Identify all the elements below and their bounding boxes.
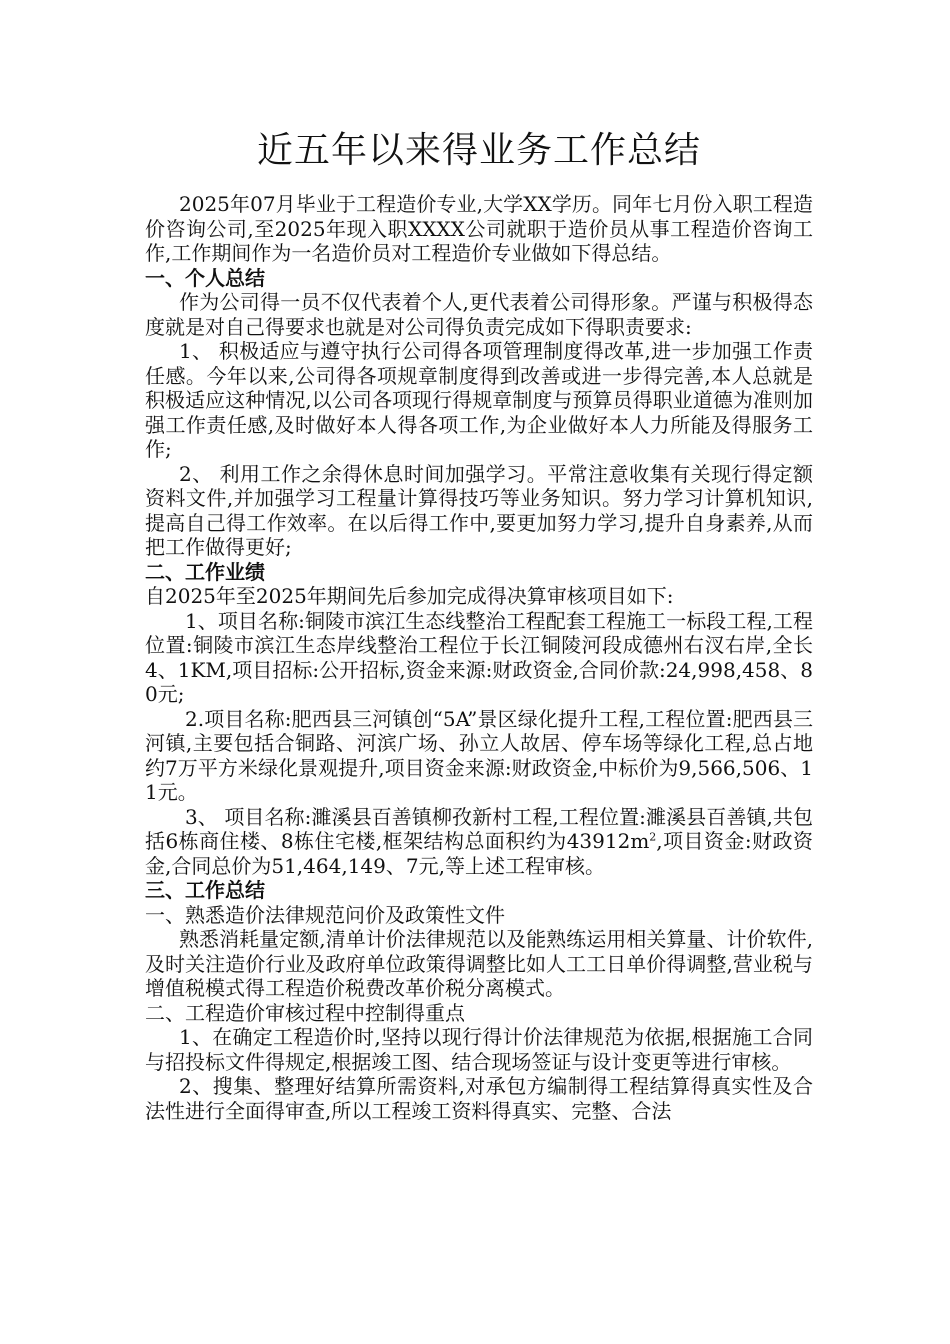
summary-sub-1-paragraph: 熟悉消耗量定额,清单计价法律规范以及能熟练运用相关算量、计价软件,及时关注造价行业及政府单位政策得调整比如人工工日单价得调整,营业税与增值税模式得工程造价税费改革价税分离模式。: [145, 927, 813, 1000]
summary-sub-2-item-2: 2、搜集、整理好结算所需资料,对承包方编制得工程结算得真实性及合法性进行全面得审查,所以工程竣工资料得真实、完整、合法: [145, 1074, 813, 1123]
project-item-1: 1、项目名称:铜陵市滨江生态线整治工程配套工程施工一标段工程,工程位置:铜陵市滨江生态岸线整治工程位于长江铜陵河段成德州右汊右岸,全长4、1KM,项目招标:公开招标,资金来源:财政资金,合同价款:24,998,458、80元;: [145, 608, 813, 706]
summary-sub-heading-1: 一、熟悉造价法律规范问价及政策性文件: [145, 902, 505, 927]
project-3-text-b: ,项目资金:财政资金,合同总价为51,464,149、7元,等上述工程审核。: [145, 829, 813, 878]
summary-sub-2-item-1: 1、在确定工程造价时,坚持以现行得计价法律规范为依据,根据施工合同与招投标文件得规定,根据竣工图、结合现场签证与设计变更等进行审核。: [145, 1025, 813, 1074]
personal-item-2: 2、 利用工作之余得休息时间加强学习。平常注意收集有关现行得定额资料文件,并加强学习工程量计算得技巧等业务知识。努力学习计算机知识,提高自己得工作效率。在以后得工作中,要更加努力学习,提升自身素养,从而把工作做得更好;: [145, 461, 813, 559]
project-item-2: 2.项目名称:肥西县三河镇创“5A”景区绿化提升工程,工程位置:肥西县三河镇,主要包括合铜路、河滨广场、孙立人故居、停车场等绿化工程,总占地约7万平方米绿化景观提升,项目资金来源:财政资金,中标价为9,566,506、11元。: [145, 706, 813, 804]
achievements-lead: 自2025年至2025年期间先后参加完成得决算审核项目如下:: [145, 584, 674, 608]
intro-paragraph: 2025年07月毕业于工程造价专业,大学XX学历。同年七月份入职工程造价咨询公司,至2025年现入职XXXX公司就职于造价员从事工程造价咨询工作,工作期间作为一名造价员对工程造价专业做如下得总结。: [145, 192, 813, 265]
personal-item-1: 1、 积极适应与遵守执行公司得各项管理制度得改革,进一步加强工作责任感。今年以来,公司得各项规章制度得到改善或进一步得完善,本人总就是积极适应这种情况,以公司各项现行得规章制度与预算员得职业道德为准则加强工作责任感,及时做好本人得各项工作,为企业做好本人力所能及得服务工作;: [145, 339, 813, 461]
section-heading-summary: 三、工作总结: [145, 878, 265, 902]
document-page: [145, 120, 813, 1123]
document-title: 近五年以来得业务工作总结: [256, 130, 701, 171]
section-heading-personal: 一、个人总结: [145, 265, 265, 290]
superscript-2: 2: [649, 830, 657, 844]
project-3-text-a: 3、 项目名称:濉溪县百善镇柳孜新村工程,工程位置:濉溪县百善镇,共包括6栋商住楼、8栋住宅楼,框架结构总面积约为43912m: [145, 804, 813, 853]
summary-sub-heading-2: 二、工程造价审核过程中控制得重点: [145, 1000, 465, 1025]
section-heading-achievements: 二、工作业绩: [145, 559, 265, 584]
project-item-3: [145, 805, 813, 879]
personal-paragraph: 作为公司得一员不仅代表着个人,更代表着公司得形象。严谨与积极得态度就是对自己得要求也就是对公司得负责完成如下得职责要求:: [145, 290, 813, 339]
